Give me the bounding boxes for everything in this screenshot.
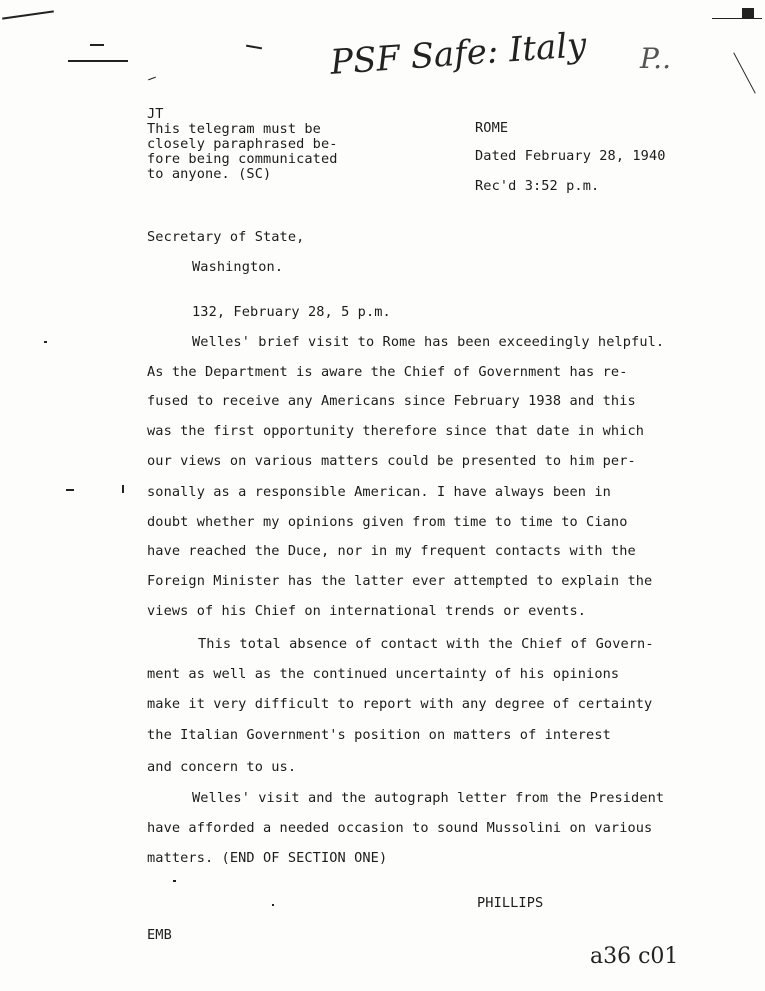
small-tick-mark (148, 77, 156, 81)
origin-city: ROME (475, 120, 509, 136)
margin-tick-5 (272, 904, 274, 906)
footer-initials: EMB (147, 927, 172, 943)
paragraph-3-line-3: matters. (END OF SECTION ONE) (147, 850, 388, 866)
dated-line: Dated February 28, 1940 (475, 148, 666, 164)
top-dash-mark (246, 45, 262, 50)
paraphrase-notice-line-3: fore being communicated (147, 151, 338, 167)
paragraph-1-line-6: sonally as a responsible American. I have always been in (147, 484, 611, 500)
paragraph-1-line-3: fused to receive any Americans since February 1938 and this (147, 393, 636, 409)
margin-tick-3 (122, 485, 124, 493)
handwritten-archive-code: a36 c01 (590, 944, 679, 969)
recipient: Secretary of State, (147, 229, 305, 245)
signature: PHILLIPS (477, 895, 544, 911)
top-left-pen-stroke (2, 10, 54, 19)
paragraph-2-line-5: and concern to us. (147, 759, 297, 775)
paragraph-1-line-7: doubt whether my opinions given from time to time to Ciano (147, 514, 628, 530)
handwritten-top-right-note: P.. (640, 42, 671, 75)
margin-tick-1 (44, 341, 47, 343)
operator-initials: JT (147, 106, 164, 122)
paraphrase-notice-line-4: to anyone. (SC) (147, 166, 272, 182)
paragraph-3-line-2: have afforded a needed occasion to sound Mussolini on various (147, 820, 653, 836)
paragraph-1-line-9: Foreign Minister has the latter ever attempted to explain the (147, 573, 653, 589)
paragraph-2-line-3: make it very difficult to report with any degree of certainty (147, 696, 653, 712)
top-right-corner-mark (742, 8, 754, 18)
message-reference: 132, February 28, 5 p.m. (192, 304, 391, 320)
paragraph-1-line-1: Welles' brief visit to Rome has been exceedingly helpful. (192, 334, 665, 350)
paragraph-1-line-8: have reached the Duce, nor in my frequent contacts with the (147, 543, 636, 559)
paraphrase-notice-line-1: This telegram must be (147, 121, 321, 137)
paragraph-1-line-10: views of his Chief on international trends or events. (147, 603, 587, 619)
paraphrase-notice-line-2: closely paraphrased be- (147, 136, 338, 152)
paragraph-1-line-4: was the first opportunity therefore since that date in which (147, 423, 645, 439)
paragraph-2-line-1: This total absence of contact with the Chief of Govern- (198, 636, 654, 652)
recipient-city: Washington. (192, 259, 284, 275)
margin-tick-2 (66, 489, 74, 491)
paragraph-3-line-1: Welles' visit and the autograph letter from the President (192, 790, 665, 806)
margin-tick-4 (173, 880, 176, 882)
paragraph-1-line-5: our views on various matters could be presented to him per- (147, 453, 636, 469)
top-right-edge-line (712, 18, 762, 19)
top-left-dash (90, 44, 104, 46)
top-left-underline (68, 60, 128, 62)
paragraph-1-line-2: As the Department is aware the Chief of Government has re- (147, 364, 628, 380)
paragraph-2-line-2: ment as well as the continued uncertainty of his opinions (147, 666, 620, 682)
received-line: Rec'd 3:52 p.m. (475, 178, 600, 194)
paragraph-2-line-4: the Italian Government's position on matters of interest (147, 727, 611, 743)
handwritten-file-note: PSF Safe: Italy (328, 25, 588, 83)
right-edge-slash (733, 52, 755, 93)
